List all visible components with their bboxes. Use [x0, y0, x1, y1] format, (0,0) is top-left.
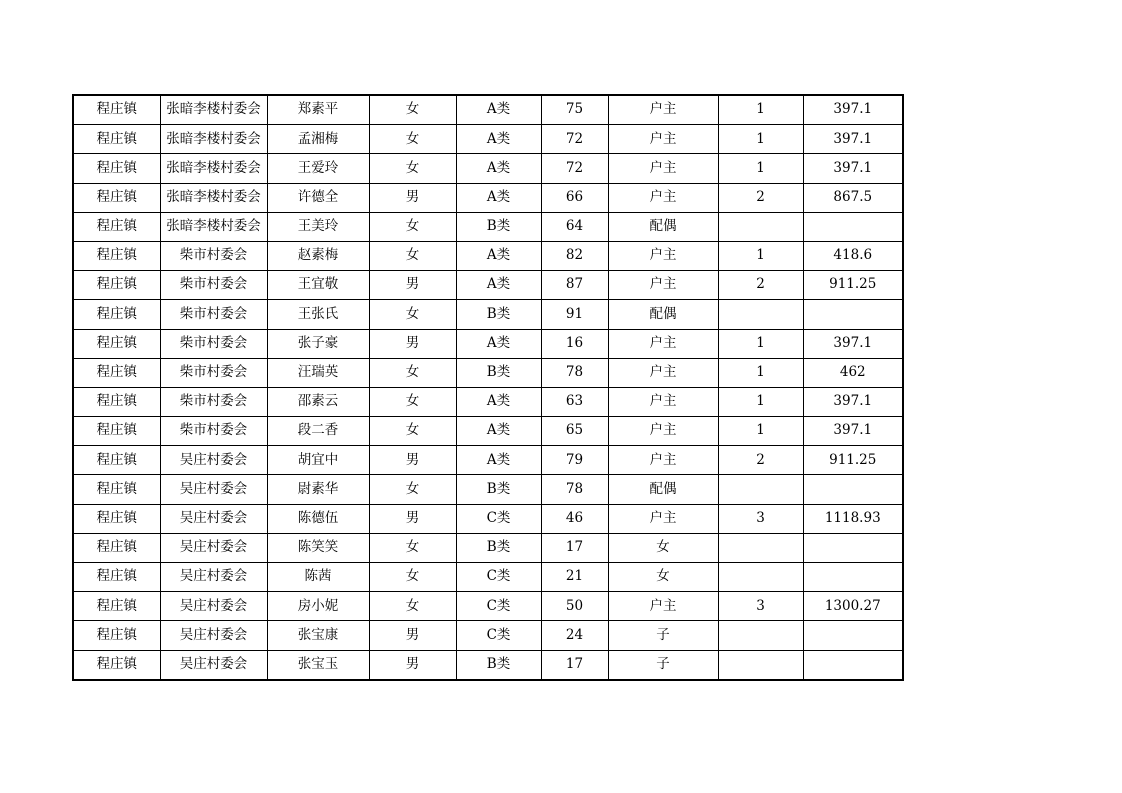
cell-town: 程庄镇 — [73, 475, 160, 504]
cell-amount — [803, 475, 903, 504]
cell-sex: 女 — [369, 417, 456, 446]
cell-name: 王爱玲 — [267, 154, 369, 183]
cell-age: 79 — [541, 446, 608, 475]
cell-village: 柴市村委会 — [160, 329, 267, 358]
cell-age: 50 — [541, 592, 608, 621]
cell-household-count: 1 — [718, 387, 803, 416]
cell-household-count: 3 — [718, 504, 803, 533]
cell-age: 78 — [541, 358, 608, 387]
cell-name: 胡宜中 — [267, 446, 369, 475]
cell-amount — [803, 621, 903, 650]
cell-amount — [803, 563, 903, 592]
cell-sex: 女 — [369, 533, 456, 562]
cell-household-count: 3 — [718, 592, 803, 621]
cell-village: 张暗李楼村委会 — [160, 183, 267, 212]
cell-town: 程庄镇 — [73, 212, 160, 241]
cell-sex: 女 — [369, 154, 456, 183]
cell-household-count: 1 — [718, 358, 803, 387]
cell-village: 吴庄村委会 — [160, 650, 267, 680]
cell-household-count — [718, 300, 803, 329]
table-row — [73, 212, 903, 241]
cell-sex: 男 — [369, 446, 456, 475]
cell-village: 吴庄村委会 — [160, 563, 267, 592]
table-row — [73, 183, 903, 212]
table-row — [73, 271, 903, 300]
table-row — [73, 329, 903, 358]
cell-relation: 子 — [608, 650, 718, 680]
table-row — [73, 125, 903, 154]
table-row — [73, 358, 903, 387]
cell-sex: 男 — [369, 504, 456, 533]
table-row — [73, 621, 903, 650]
table-body — [73, 95, 903, 680]
cell-sex: 男 — [369, 271, 456, 300]
cell-category: B类 — [456, 650, 541, 680]
cell-amount: 397.1 — [803, 154, 903, 183]
table-row — [73, 154, 903, 183]
table-row — [73, 95, 903, 125]
beneficiary-table — [72, 94, 904, 681]
cell-town: 程庄镇 — [73, 650, 160, 680]
cell-age: 82 — [541, 241, 608, 270]
cell-town: 程庄镇 — [73, 95, 160, 125]
cell-town: 程庄镇 — [73, 241, 160, 270]
cell-sex: 男 — [369, 621, 456, 650]
cell-age: 75 — [541, 95, 608, 125]
cell-age: 17 — [541, 533, 608, 562]
cell-name: 孟湘梅 — [267, 125, 369, 154]
cell-sex: 男 — [369, 329, 456, 358]
cell-relation: 户主 — [608, 154, 718, 183]
cell-relation: 子 — [608, 621, 718, 650]
table-row — [73, 504, 903, 533]
cell-village: 张暗李楼村委会 — [160, 95, 267, 125]
cell-household-count: 2 — [718, 183, 803, 212]
cell-village: 吴庄村委会 — [160, 475, 267, 504]
table-row — [73, 563, 903, 592]
cell-relation: 女 — [608, 533, 718, 562]
cell-town: 程庄镇 — [73, 329, 160, 358]
cell-village: 张暗李楼村委会 — [160, 212, 267, 241]
cell-village: 吴庄村委会 — [160, 446, 267, 475]
cell-category: A类 — [456, 417, 541, 446]
cell-amount: 867.5 — [803, 183, 903, 212]
cell-name: 段二香 — [267, 417, 369, 446]
cell-town: 程庄镇 — [73, 621, 160, 650]
cell-relation: 户主 — [608, 387, 718, 416]
cell-name: 张宝玉 — [267, 650, 369, 680]
cell-amount: 397.1 — [803, 417, 903, 446]
cell-name: 王美玲 — [267, 212, 369, 241]
cell-relation: 户主 — [608, 358, 718, 387]
cell-relation: 女 — [608, 563, 718, 592]
cell-household-count: 2 — [718, 446, 803, 475]
cell-sex: 女 — [369, 563, 456, 592]
cell-amount: 1300.27 — [803, 592, 903, 621]
cell-category: A类 — [456, 446, 541, 475]
cell-category: B类 — [456, 533, 541, 562]
cell-household-count: 1 — [718, 95, 803, 125]
cell-name: 房小妮 — [267, 592, 369, 621]
cell-amount: 397.1 — [803, 95, 903, 125]
cell-household-count — [718, 475, 803, 504]
cell-amount: 911.25 — [803, 446, 903, 475]
cell-household-count — [718, 650, 803, 680]
cell-category: B类 — [456, 212, 541, 241]
cell-age: 46 — [541, 504, 608, 533]
cell-sex: 女 — [369, 387, 456, 416]
cell-household-count — [718, 533, 803, 562]
cell-amount: 911.25 — [803, 271, 903, 300]
table-row — [73, 650, 903, 680]
cell-household-count — [718, 621, 803, 650]
table-row — [73, 241, 903, 270]
cell-sex: 女 — [369, 358, 456, 387]
cell-relation: 户主 — [608, 125, 718, 154]
cell-relation: 户主 — [608, 95, 718, 125]
cell-age: 87 — [541, 271, 608, 300]
cell-age: 24 — [541, 621, 608, 650]
cell-town: 程庄镇 — [73, 183, 160, 212]
cell-village: 张暗李楼村委会 — [160, 125, 267, 154]
cell-age: 72 — [541, 125, 608, 154]
cell-category: C类 — [456, 592, 541, 621]
cell-town: 程庄镇 — [73, 358, 160, 387]
cell-category: A类 — [456, 271, 541, 300]
cell-category: A类 — [456, 95, 541, 125]
cell-relation: 户主 — [608, 504, 718, 533]
cell-town: 程庄镇 — [73, 300, 160, 329]
cell-village: 吴庄村委会 — [160, 592, 267, 621]
cell-category: B类 — [456, 300, 541, 329]
cell-name: 陈笑笑 — [267, 533, 369, 562]
cell-sex: 女 — [369, 592, 456, 621]
cell-village: 吴庄村委会 — [160, 504, 267, 533]
cell-relation: 户主 — [608, 271, 718, 300]
cell-category: C类 — [456, 504, 541, 533]
cell-amount: 418.6 — [803, 241, 903, 270]
cell-relation: 户主 — [608, 241, 718, 270]
cell-relation: 户主 — [608, 329, 718, 358]
cell-household-count: 1 — [718, 417, 803, 446]
cell-relation: 户主 — [608, 417, 718, 446]
cell-category: A类 — [456, 387, 541, 416]
cell-household-count: 1 — [718, 154, 803, 183]
cell-name: 王宜敬 — [267, 271, 369, 300]
cell-relation: 户主 — [608, 592, 718, 621]
cell-town: 程庄镇 — [73, 417, 160, 446]
cell-village: 柴市村委会 — [160, 300, 267, 329]
table-row — [73, 475, 903, 504]
cell-age: 17 — [541, 650, 608, 680]
cell-age: 78 — [541, 475, 608, 504]
cell-age: 65 — [541, 417, 608, 446]
cell-category: A类 — [456, 154, 541, 183]
cell-amount: 397.1 — [803, 125, 903, 154]
cell-category: C类 — [456, 621, 541, 650]
cell-household-count: 1 — [718, 125, 803, 154]
table-row — [73, 592, 903, 621]
cell-name: 尉素华 — [267, 475, 369, 504]
cell-name: 邵素云 — [267, 387, 369, 416]
table-row — [73, 387, 903, 416]
cell-name: 郑素平 — [267, 95, 369, 125]
cell-sex: 女 — [369, 125, 456, 154]
cell-town: 程庄镇 — [73, 563, 160, 592]
cell-household-count: 1 — [718, 241, 803, 270]
table-row — [73, 300, 903, 329]
cell-name: 陈德伍 — [267, 504, 369, 533]
cell-category: B类 — [456, 475, 541, 504]
cell-age: 91 — [541, 300, 608, 329]
cell-category: C类 — [456, 563, 541, 592]
cell-age: 16 — [541, 329, 608, 358]
cell-amount — [803, 533, 903, 562]
cell-category: A类 — [456, 183, 541, 212]
cell-amount: 462 — [803, 358, 903, 387]
cell-relation: 配偶 — [608, 475, 718, 504]
cell-town: 程庄镇 — [73, 271, 160, 300]
cell-village: 吴庄村委会 — [160, 533, 267, 562]
cell-category: A类 — [456, 125, 541, 154]
cell-name: 张宝康 — [267, 621, 369, 650]
cell-category: A类 — [456, 241, 541, 270]
cell-category: A类 — [456, 329, 541, 358]
cell-village: 柴市村委会 — [160, 241, 267, 270]
cell-village: 柴市村委会 — [160, 387, 267, 416]
cell-age: 72 — [541, 154, 608, 183]
cell-amount: 397.1 — [803, 387, 903, 416]
cell-town: 程庄镇 — [73, 125, 160, 154]
cell-household-count: 2 — [718, 271, 803, 300]
cell-relation: 户主 — [608, 183, 718, 212]
cell-sex: 女 — [369, 212, 456, 241]
cell-amount: 1118.93 — [803, 504, 903, 533]
cell-village: 柴市村委会 — [160, 417, 267, 446]
cell-age: 21 — [541, 563, 608, 592]
table-row — [73, 533, 903, 562]
cell-name: 王张氏 — [267, 300, 369, 329]
cell-household-count: 1 — [718, 329, 803, 358]
cell-relation: 配偶 — [608, 212, 718, 241]
cell-village: 吴庄村委会 — [160, 621, 267, 650]
cell-name: 许德全 — [267, 183, 369, 212]
cell-sex: 女 — [369, 475, 456, 504]
cell-age: 64 — [541, 212, 608, 241]
cell-amount — [803, 300, 903, 329]
cell-village: 柴市村委会 — [160, 271, 267, 300]
cell-amount — [803, 650, 903, 680]
cell-town: 程庄镇 — [73, 592, 160, 621]
cell-town: 程庄镇 — [73, 533, 160, 562]
cell-village: 张暗李楼村委会 — [160, 154, 267, 183]
cell-amount: 397.1 — [803, 329, 903, 358]
cell-town: 程庄镇 — [73, 446, 160, 475]
cell-town: 程庄镇 — [73, 387, 160, 416]
cell-relation: 配偶 — [608, 300, 718, 329]
cell-name: 张子豪 — [267, 329, 369, 358]
cell-town: 程庄镇 — [73, 504, 160, 533]
table-row — [73, 417, 903, 446]
cell-amount — [803, 212, 903, 241]
cell-age: 66 — [541, 183, 608, 212]
cell-town: 程庄镇 — [73, 154, 160, 183]
cell-sex: 女 — [369, 241, 456, 270]
cell-relation: 户主 — [608, 446, 718, 475]
cell-name: 陈茜 — [267, 563, 369, 592]
cell-category: B类 — [456, 358, 541, 387]
cell-household-count — [718, 212, 803, 241]
cell-sex: 男 — [369, 650, 456, 680]
cell-sex: 男 — [369, 183, 456, 212]
cell-sex: 女 — [369, 300, 456, 329]
table-row — [73, 446, 903, 475]
cell-village: 柴市村委会 — [160, 358, 267, 387]
cell-sex: 女 — [369, 95, 456, 125]
cell-name: 汪瑞英 — [267, 358, 369, 387]
cell-household-count — [718, 563, 803, 592]
cell-name: 赵素梅 — [267, 241, 369, 270]
cell-age: 63 — [541, 387, 608, 416]
